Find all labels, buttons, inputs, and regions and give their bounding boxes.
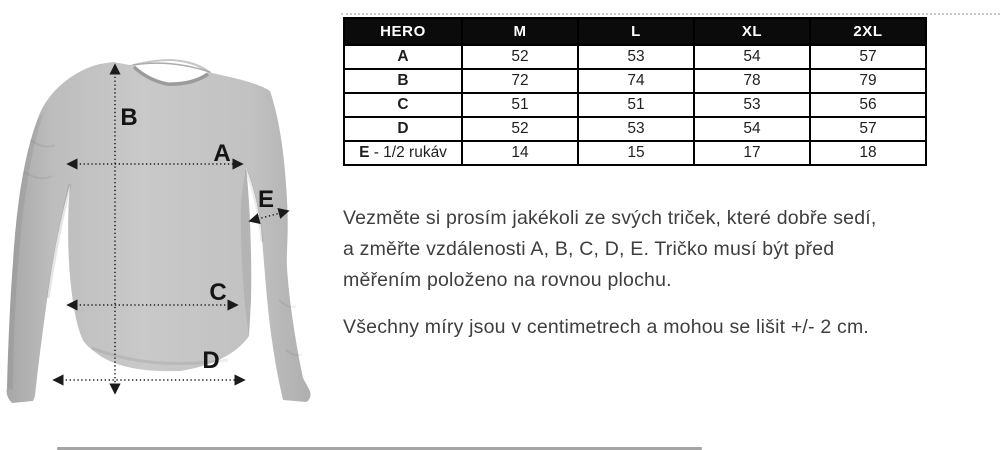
size-value-cell: 78 <box>694 69 810 93</box>
measurement-instructions <box>343 203 983 343</box>
size-table <box>343 17 927 166</box>
size-value-cell: 51 <box>578 93 694 117</box>
shirt-silhouette <box>7 59 311 403</box>
size-value-cell: 56 <box>810 93 926 117</box>
measure-label-e: E <box>257 186 275 213</box>
row-label-bold: B <box>397 72 409 89</box>
row-label-bold: E <box>359 144 370 161</box>
size-value-cell: 74 <box>578 69 694 93</box>
size-value-cell: 54 <box>694 117 810 141</box>
measure-label-d: D <box>202 347 220 374</box>
row-label <box>344 93 462 117</box>
size-value-cell: 79 <box>810 69 926 93</box>
table-row-c <box>344 93 926 117</box>
size-column-header-l: L <box>578 18 694 45</box>
size-value-cell: 17 <box>694 141 810 165</box>
row-label <box>344 141 462 165</box>
instruction-line-1: Vezměte si prosím jakékoli ze svých triček, které dobře sedí, <box>343 207 877 229</box>
size-column-header-2xl: 2XL <box>810 18 926 45</box>
size-value-cell: 57 <box>810 45 926 69</box>
row-label-bold: C <box>397 96 409 113</box>
size-value-cell: 18 <box>810 141 926 165</box>
size-value-cell: 14 <box>462 141 578 165</box>
size-value-cell: 53 <box>578 117 694 141</box>
row-label <box>344 45 462 69</box>
row-label-bold: A <box>397 48 409 65</box>
measure-label-b: B <box>120 104 138 131</box>
size-column-header-xl: XL <box>694 18 810 45</box>
size-value-cell: 72 <box>462 69 578 93</box>
row-label-rest: - 1/2 rukáv <box>369 144 447 161</box>
size-column-header-brand: HERO <box>344 18 462 45</box>
row-label <box>344 117 462 141</box>
table-row-e-sleeve <box>344 141 926 165</box>
size-value-cell: 51 <box>462 93 578 117</box>
table-row-b <box>344 69 926 93</box>
size-value-cell: 53 <box>578 45 694 69</box>
size-value-cell: 52 <box>462 45 578 69</box>
units-note: Všechny míry jsou v centimetrech a mohou se lišit +/- 2 cm. <box>343 316 870 338</box>
size-column-header-m: M <box>462 18 578 45</box>
measure-label-a: A <box>213 140 231 167</box>
row-label <box>344 69 462 93</box>
table-row-d <box>344 117 926 141</box>
instruction-line-3: měřením položeno na rovnou plochu. <box>343 269 672 291</box>
dotted-divider <box>341 13 1000 15</box>
row-label-bold: D <box>397 120 409 137</box>
instruction-line-2: a změřte vzdálenosti A, B, C, D, E. Tričko musí být před <box>343 238 835 260</box>
size-value-cell: 57 <box>810 117 926 141</box>
size-table-header-row <box>344 18 926 45</box>
measure-label-c: C <box>209 279 227 306</box>
size-value-cell: 53 <box>694 93 810 117</box>
size-value-cell: 15 <box>578 141 694 165</box>
tshirt-measurement-diagram <box>0 0 340 450</box>
table-row-a <box>344 45 926 69</box>
size-value-cell: 54 <box>694 45 810 69</box>
size-value-cell: 52 <box>462 117 578 141</box>
